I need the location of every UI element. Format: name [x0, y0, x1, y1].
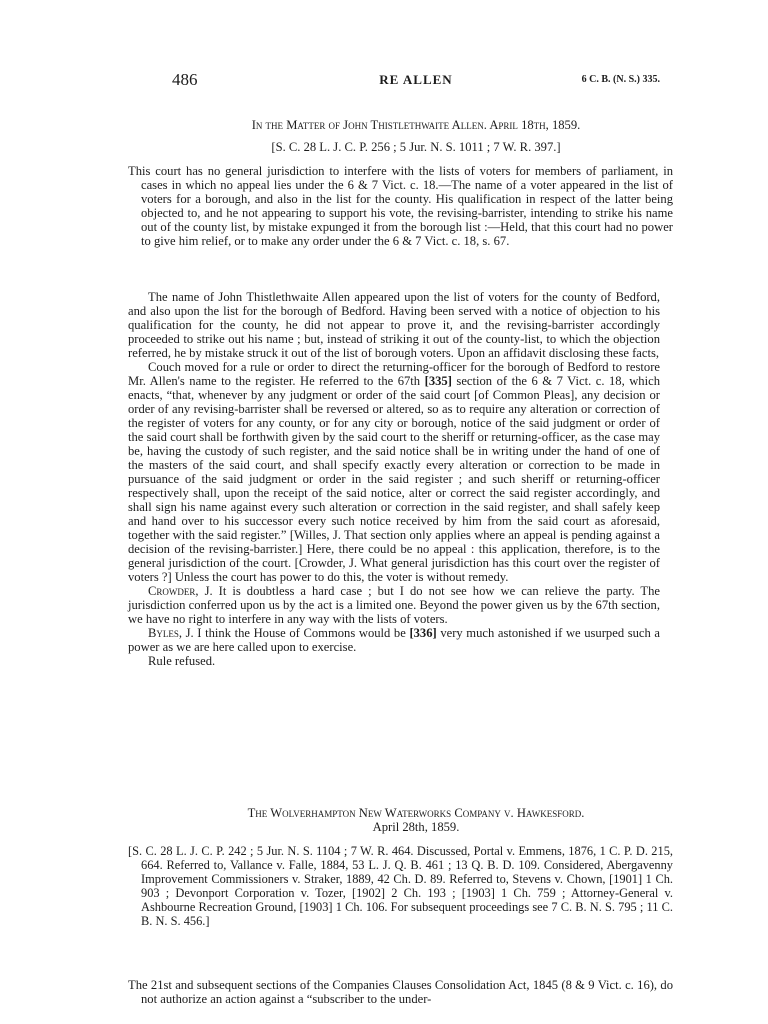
body-paragraph — [128, 360, 660, 584]
argument-text: section of the 6 & 7 Vict. c. 18, which enacts, “that, whenever by any judgment or order of the said court [of Common Pleas], any decision or order of any revising-barrister shall be reversed or altered, so as to require any alteration or correction of the register of voters for any county, or for any city or borough, notice of the said judgment or order of the said court shall be forthwith given by the said court to the sheriff or returning-officer, as the case may be, having the custody of such register, and the said notice shall be in writing under the hand of one of the masters of the said court, and shall specify exactly every alteration or correction to be made in pursuance of the said judgment or order in the said register ; and such sheriff or returning-officer respectively shall, upon the receipt of the said notice, alter or correct the said register accordingly, and shall sign his name against every such alteration or correction in the said register, and shall safely keep and hand over to his successor every such notice received by him from the said court as aforesaid, together with the said register.” [Willes, J. That section only applies where an appeal is pending against a decision of the revising-barrister.] Here, there could be no appeal : this application, therefore, is to the general jurisdiction of the court. [Crowder, J. What general jurisdiction has this court over the register of voters ?] Unless the court has power to do this, the voter is without remedy. — [128, 374, 660, 584]
case-body — [128, 290, 660, 668]
body-paragraph: The name of John Thistlethwaite Allen appeared upon the list of voters for the county of Bedford, and also upon the list for the borough of Bedford. Having been served with a notice of objection to his qualification for the county, he did not appear to prove it, and the revising-barrister accordingly proceeded to strike out his name ; but, instead of striking it out of the county-list, to which the objection referred, he by mistake struck it out of the list of borough voters. Upon an affidavit disclosing these facts, — [128, 290, 660, 360]
case-date: April 28th, 1859. — [372, 820, 460, 834]
running-title: RE ALLEN — [379, 72, 453, 87]
judgment-paragraph — [128, 626, 660, 654]
judge-name: Byles, J. — [148, 626, 194, 640]
judgment-paragraph — [128, 584, 660, 626]
judgment-text: I think the House of Commons would be — [193, 626, 406, 640]
judge-name: Crowder, J. — [148, 584, 213, 598]
headnote: The 21st and subsequent sections of the Companies Clauses Consolidation Act, 1845 (8 & 9 Vict. c. 16), do not authorize an action against a “subscriber to the under- — [128, 978, 673, 1006]
headnote: This court has no general jurisdiction to interfere with the lists of voters for members of parliament, in cases in which no appeal lies under the 6 & 7 Vict. c. 18.—The name of a voter appeared in the list of voters for a borough, and also in the list for the county. His qualification in respect of the latter being objected to, and he not appearing to support his vote, the revising-barrister, intending to strike his name out of the county list, by mistake expunged it from the borough list :—Held, that this court had no power to give him relief, or to make any order under the 6 & 7 Vict. c. 18, s. 67. — [128, 164, 673, 248]
result-line: Rule refused. — [148, 654, 216, 668]
page-marker: [335] — [424, 374, 452, 388]
report-reference: 6 C. B. (N. S.) 335. — [581, 74, 660, 85]
case-title: The Wolverhampton New Waterworks Company v. Hawkesford. — [247, 806, 585, 820]
case-title: In the Matter of John Thistlethwaite Allen. April 18th, 1859. — [251, 118, 581, 132]
page-header — [172, 70, 660, 92]
judgment-text: very much astonished if we usurped such a power as we are here called upon to exercise. — [128, 626, 660, 654]
case-citation: [S. C. 28 L. J. C. P. 242 ; 5 Jur. N. S. 1104 ; 7 W. R. 464. Discussed, Portal v. Emmens, 1876, 1 C. P. D. 215, 664. Referred to, Vallance v. Falle, 1884, 53 L. J. Q. B. 461 ; 13 Q. B. D. 109. Considered, Abergavenny Improvement Commissioners v. Straker, 1889, 42 Ch. D. 89. Referred to, Stevens v. Chown, [1901] 1 Ch. 903 ; Devonport Corporation v. Tozer, [1902] 2 Ch. 193 ; [1903] 1 Ch. 759 ; Attorney-General v. Ashbourne Recreation Ground, [1903] 1 Ch. 106. For subsequent proceedings see 7 C. B. N. S. 795 ; 11 C. B. N. S. 456.] — [128, 844, 673, 928]
page-number: 486 — [172, 70, 198, 89]
page-marker: [336] — [409, 626, 437, 640]
argument-text: Couch moved for a rule or order to direct the returning-officer for the borough of Bedford to restore Mr. Allen's name to the register. He referred to the 67th — [128, 360, 660, 388]
judgment-text: It is doubtless a hard case ; but I do not see how we can relieve the party. The jurisdiction conferred upon us by the act is a limited one. Beyond the power given us by the 67th section, we have no right to interfere in any way with the lists of voters. — [128, 584, 660, 626]
case-citation: [S. C. 28 L. J. C. P. 256 ; 5 Jur. N. S. 1011 ; 7 W. R. 397.] — [271, 140, 561, 154]
